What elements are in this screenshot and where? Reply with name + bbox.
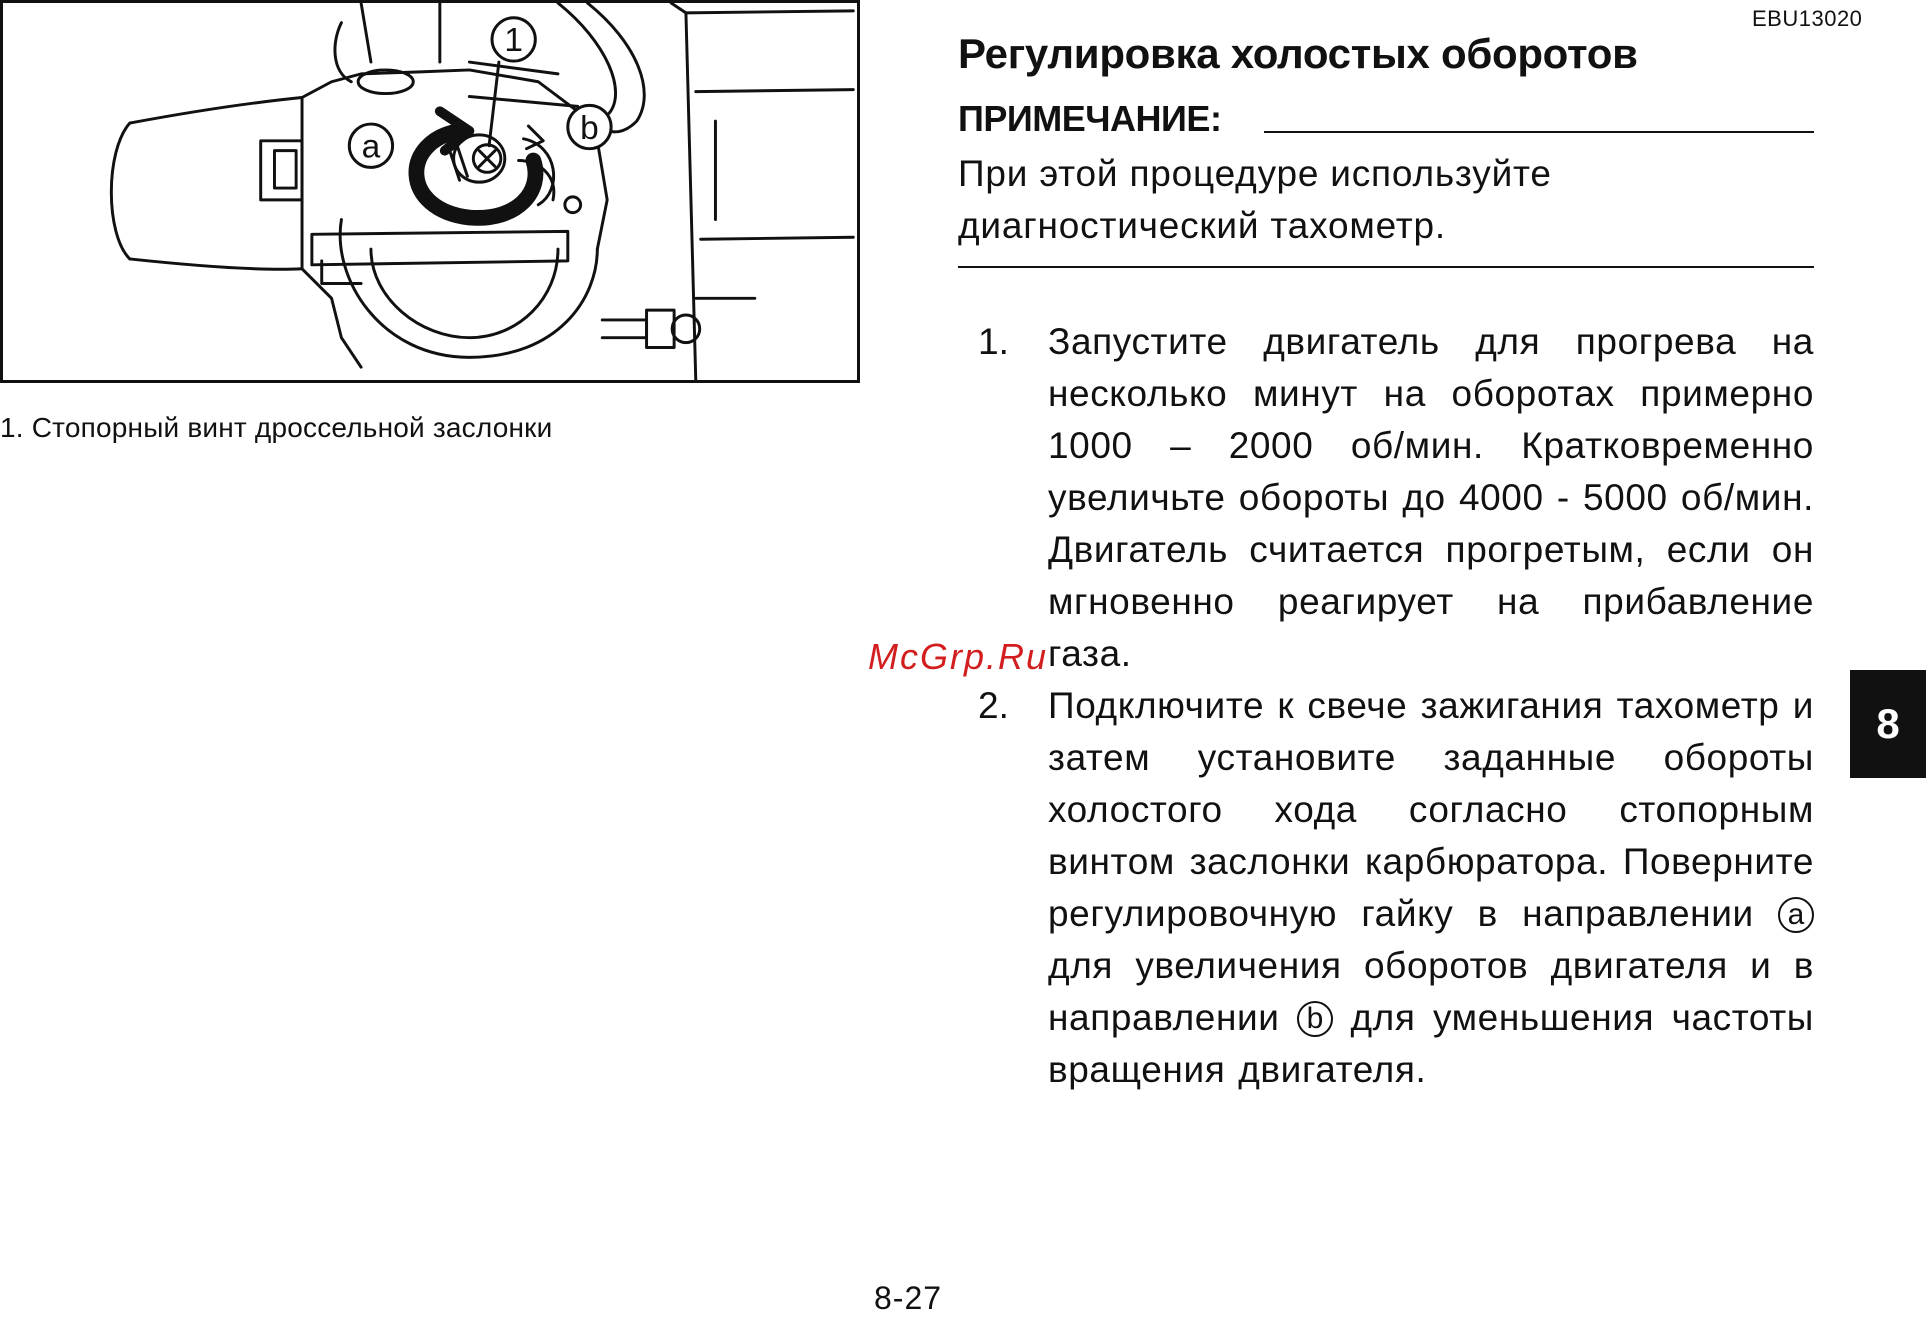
chapter-tab: 8	[1850, 670, 1926, 778]
carburetor-body	[302, 3, 607, 367]
document-code: EBU13020	[1752, 6, 1863, 31]
step-number: 2.	[978, 685, 1009, 726]
page-number: 8-27	[874, 1280, 943, 1316]
svg-text:b: b	[580, 109, 599, 147]
step-number: 1.	[978, 321, 1009, 362]
note-text: При этой процедуре используйте диагностический тахометр.	[958, 153, 1552, 246]
callout-1	[492, 18, 535, 61]
section-title: Регулировка холостых оборотов	[958, 30, 1638, 77]
direction-a-marker: a	[1778, 897, 1814, 933]
step-text-part: для увеличения оборотов двигателя и в направлении	[1048, 945, 1814, 1038]
linkage-bolt	[602, 310, 699, 347]
direction-b-marker: b	[1297, 1001, 1333, 1037]
rotation-arrow-icon	[416, 111, 553, 218]
fuel-hose	[469, 3, 644, 132]
note-rule-bottom	[958, 266, 1814, 268]
callout-a	[349, 124, 392, 167]
watermark: McGrp.Ru	[868, 636, 1049, 677]
step-text-part: Подключите к свече зажигания тахометр и затем установите заданные обороты холостого хода согласно стопорным винтом заслонки карбюратора. Поверните регулировочную гайку в направлении	[1048, 685, 1814, 934]
callout-b	[568, 105, 611, 148]
svg-text:1: 1	[504, 22, 523, 60]
step-text-part: для уменьшения частоты вращения двигателя.	[1048, 997, 1815, 1090]
air-cylinder	[111, 97, 302, 269]
note-label: ПРИМЕЧАНИЕ:	[958, 98, 1222, 139]
step-text	[1048, 680, 1814, 1096]
note-rule-top	[1264, 131, 1814, 133]
figure-caption: 1. Стопорный винт дроссельной заслонки	[0, 412, 553, 443]
step-text: Запустите двигатель для прогрева на несколько минут на оборотах примерно 1000 – 2000 об/мин. Кратковременно увеличьте обороты до 4000 - 5000 об/мин. Двигатель считается прогретым, если он мгновенно реагирует на прибавление газа.	[1048, 321, 1814, 674]
carburetor-illustration	[0, 0, 860, 383]
svg-text:a: a	[361, 128, 381, 166]
